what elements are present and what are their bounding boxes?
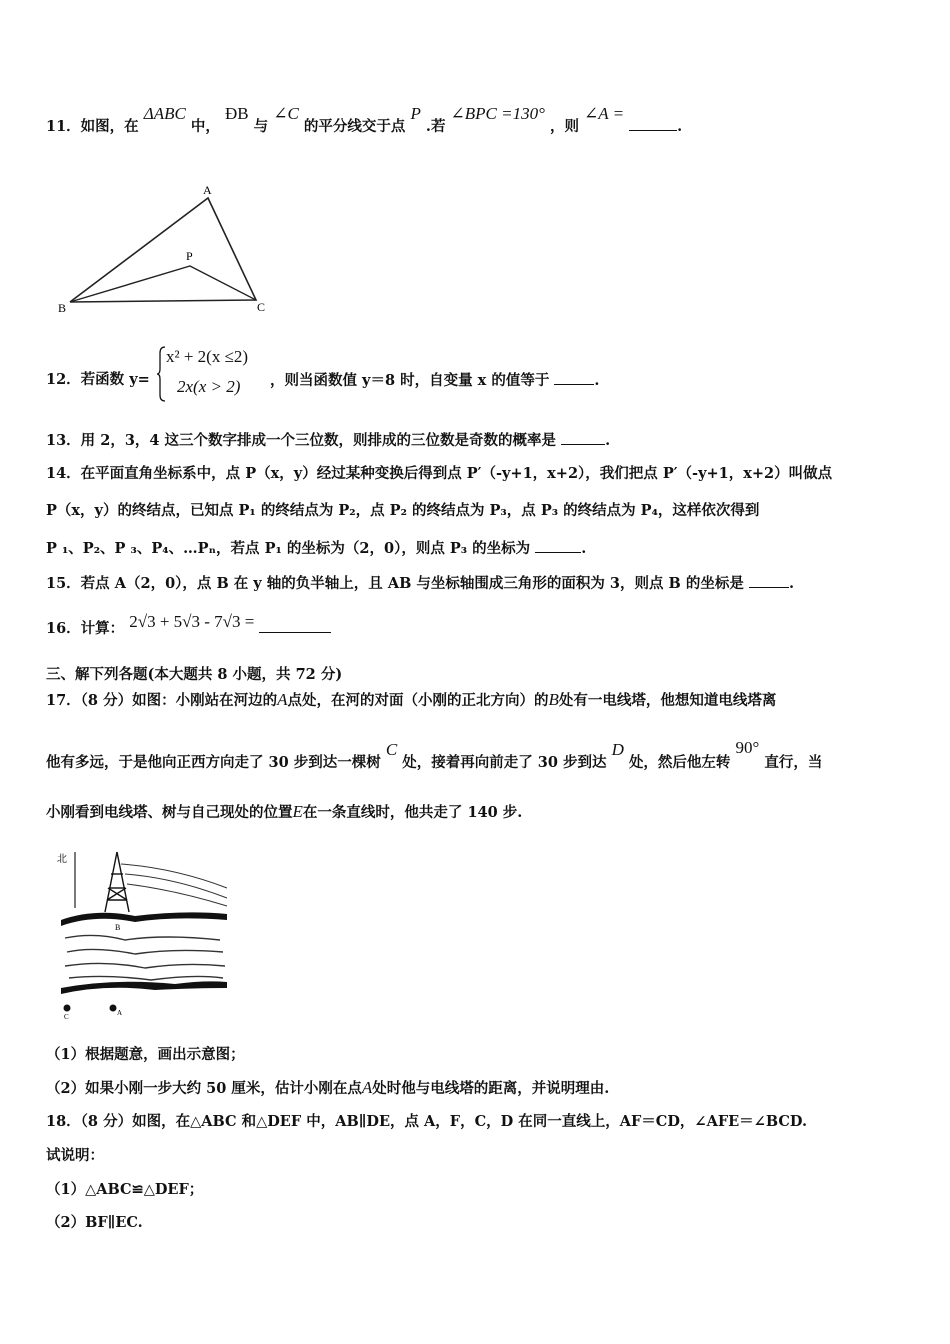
answer-blank[interactable] [554,370,594,385]
q12-line [46,370,150,390]
q17-text: 点处，在河的对面（小刚的正北方向）的 [287,692,549,709]
point-d: D [611,740,624,759]
q13-text: 13．用 2，3，4 这三个数字排成一个三位数，则排成的三位数是奇数的概率是 [46,432,557,449]
q12-text: ，则当函数值 y＝8 时，自变量 x 的值等于 [270,372,550,389]
q14-line-1: 14．在平面直角坐标系中，点 P（x，y）经过某种变换后得到点 P′（-y+1，x+2），我们把点 P′（-y+1，x+2）叫做点 [46,465,833,482]
q17-text: 处，接着再向前走了 30 步到达 [402,754,607,771]
point-e: E [292,802,303,821]
q15-line [46,573,794,594]
point-a-marker [110,1005,117,1012]
q12-prefix: 12．若函数 y= [46,371,150,388]
q16-expression: 2√3 + 5√3 - 7√3 = [129,612,255,631]
q11-text: . [677,118,683,135]
case-1: x² + 2(x ≤2) [166,347,249,366]
q11-line [46,104,683,137]
q14-line-3 [46,538,586,559]
river-bank-south [61,981,227,994]
angle-90: 90° [735,738,760,757]
q11-triangle: ΔABC [143,104,186,123]
q17-line-3 [46,802,522,823]
power-lines [121,864,227,906]
q17-text: 小刚看到电线塔、树与自己现处的位置 [46,804,293,821]
label-c: C [257,300,266,314]
q15-end: . [788,575,794,592]
q12-end: . [594,372,600,389]
q11-point-p: P [410,104,421,123]
q13-line [46,430,610,451]
river-bank-north [61,912,227,926]
section-heading: 三、解下列各题(本大题共 8 小题，共 72 分) [46,666,343,683]
q11-condition: ∠BPC =130° [450,104,545,123]
bisector-lines [70,266,256,302]
q15-text: 15．若点 A（2，0），点 B 在 y 轴的负半轴上，且 AB 与坐标轴围成三角形的面积为 3，则点 B 的坐标是 [46,575,744,592]
point-a: A [277,690,288,709]
q17-text: 17．（8 分）如图：小刚站在河边的 [46,692,278,709]
answer-blank[interactable] [629,116,677,131]
point-b: B [548,690,559,709]
q11-number: 11．如图，在 [46,118,139,135]
q17-text: 直行，当 [764,754,823,771]
label-c: C [64,1013,69,1020]
q17-text: 在一条直线时，他共走了 140 步. [302,804,523,821]
tower-icon [105,852,129,912]
q17-text: 处，然后他左转 [628,754,731,771]
answer-blank[interactable] [561,430,605,445]
q17-text: （2）如果小刚一步大约 50 厘米，估计小刚在点 [46,1080,362,1097]
q17-line-1 [46,690,776,711]
point-c: C [385,740,398,759]
river-waves [65,935,225,980]
label-a: A [203,183,212,197]
label-b: B [58,301,67,315]
q14-text: P ₁、P₂、P ₃、P₄、…Pₙ，若点 P₁ 的坐标为（2，0），则点 P₃ 的坐标为 [46,540,531,557]
answer-blank[interactable] [259,618,331,633]
q17-line-2 [46,738,823,773]
q16-prefix: 16．计算： [46,620,125,637]
q11-angle-a: ∠A = [584,104,625,123]
q18-sub2: （2）BF∥EC. [46,1214,143,1231]
q13-end: . [605,432,611,449]
q18-sub1: （1）△ABC≌△DEF； [46,1181,204,1198]
q18-line-1: 18．（8 分）如图，在△ABC 和△DEF 中，AB∥DE，点 A，F，C，D 在同一直线上，AF＝CD，∠AFE＝∠BCD. [46,1113,807,1130]
q11-text: 的平分线交于点 [303,118,406,135]
q11-text: ，则 [549,118,579,135]
point-a: A [361,1078,373,1097]
q16-line [46,612,331,639]
point-c-marker [64,1005,71,1012]
q18-line-2: 试说明： [46,1147,104,1164]
q17-sub2 [46,1078,609,1099]
label-a: A [117,1009,123,1017]
answer-blank[interactable] [535,538,581,553]
q14-line-2: P（x，y）的终结点，已知点 P₁ 的终结点为 P₂，点 P₂ 的终结点为 P₃，点 P₃ 的终结点为 P₄，这样依次得到 [46,502,760,519]
q11-angle-c: ∠C [273,104,299,123]
q17-text: 处有一电线塔，他想知道电线塔离 [558,692,777,709]
q17-text: 他有多远，于是他向正西方向走了 30 步到达一棵树 [46,754,381,771]
q11-text: .若 [425,118,446,135]
q17-sub1: （1）根据题意，画出示意图； [46,1046,245,1063]
q11-text: 中， [190,118,220,135]
river-tower-figure [55,848,235,1020]
label-p: P [186,249,193,263]
q12-rest [270,370,599,391]
q17-text: 处时他与电线塔的距离，并说明理由. [372,1080,610,1097]
case-2: 2x(x > 2) [177,377,241,396]
answer-blank[interactable] [749,573,789,588]
q14-end: . [581,540,587,557]
triangle-figure [50,180,280,320]
tower-base-label: B [115,923,121,932]
q11-angle-b: ÐB [224,104,249,123]
q11-text: 与 [253,118,269,135]
north-label: 北 [57,854,67,865]
